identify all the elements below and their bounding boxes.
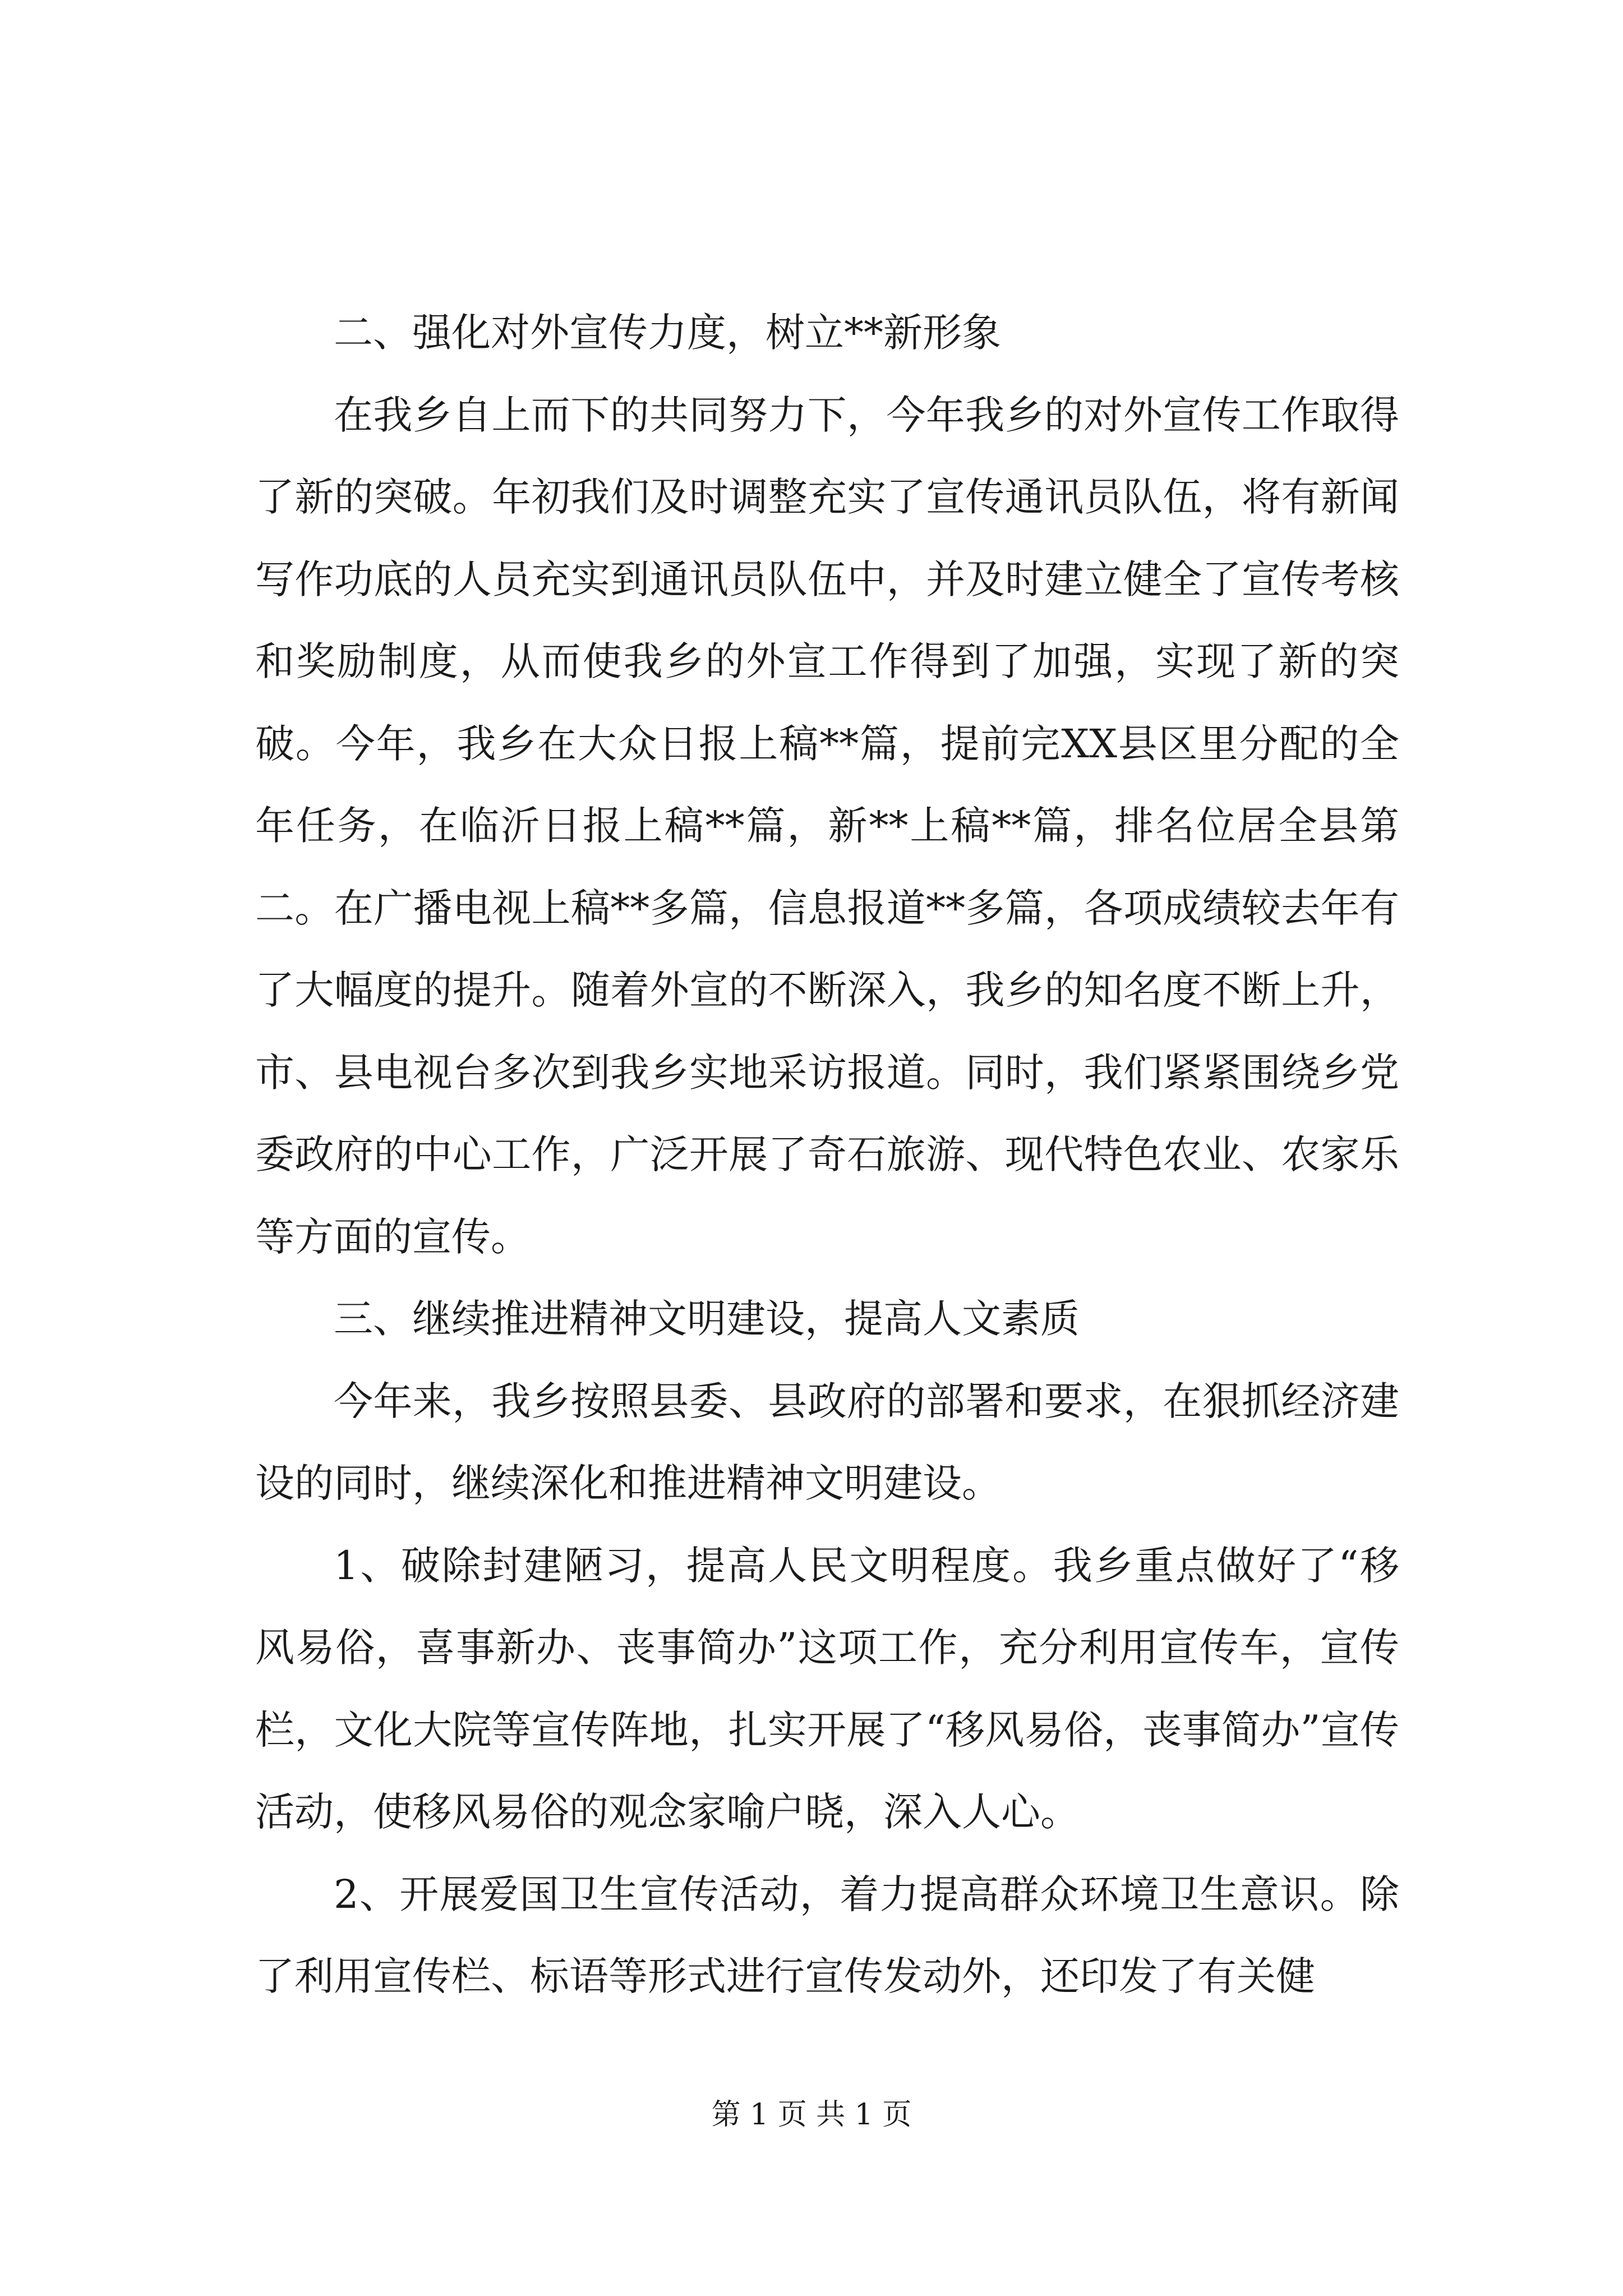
section-two-paragraph: 在我乡自上而下的共同努力下，今年我乡的对外宣传工作取得了新的突破。年初我们及时调整充实了宣传通讯员队伍，将有新闻写作功底的人员充实到通讯员队伍中，并及时建立健全了宣传考核和奖励制度，从而使我乡的外宣工作得到了加强，实现了新的突破。今年，我乡在大众日报上稿**篇，提前完XX县区里分配的全年任务，在临沂日报上稿**篇，新**上稿**篇，排名位居全县第二。在广播电视上稿**多篇，信息报道**多篇，各项成绩较去年有了大幅度的提升。随着外宣的不断深入，我乡的知名度不断上升，市、县电视台多次到我乡实地采访报道。同时，我们紧紧围绕乡党委政府的中心工作，广泛开展了奇石旅游、现代特色农业、农家乐等方面的宣传。 [255, 392, 1399, 1260]
section-heading-three: 三、继续推进精神文明建设，提高人文素质 [334, 1296, 1080, 1342]
section-three-intro-paragraph: 今年来，我乡按照县委、县政府的部署和要求，在狠抓经济建设的同时，继续深化和推进精神文明建设。 [255, 1378, 1399, 1506]
page-number-footer: 第 1 页 共 1 页 [711, 2098, 912, 2132]
item-one-paragraph: 1、破除封建陋习，提高人民文明程度。我乡重点做好了“移风易俗，喜事新办、丧事简办”这项工作，充分利用宣传车，宣传栏，文化大院等宣传阵地，扎实开展了“移风易俗，丧事简办”宣传活动，使移风易俗的观念家喻户晓，深入人心。 [255, 1542, 1399, 1835]
document-body [255, 292, 1399, 2018]
section-heading-two: 二、强化对外宣传力度，树立**新形象 [334, 310, 1001, 356]
item-two-paragraph: 2、开展爱国卫生宣传活动，着力提高群众环境卫生意识。除了利用宣传栏、标语等形式进行宣传发动外，还印发了有关健 [255, 1871, 1399, 1999]
